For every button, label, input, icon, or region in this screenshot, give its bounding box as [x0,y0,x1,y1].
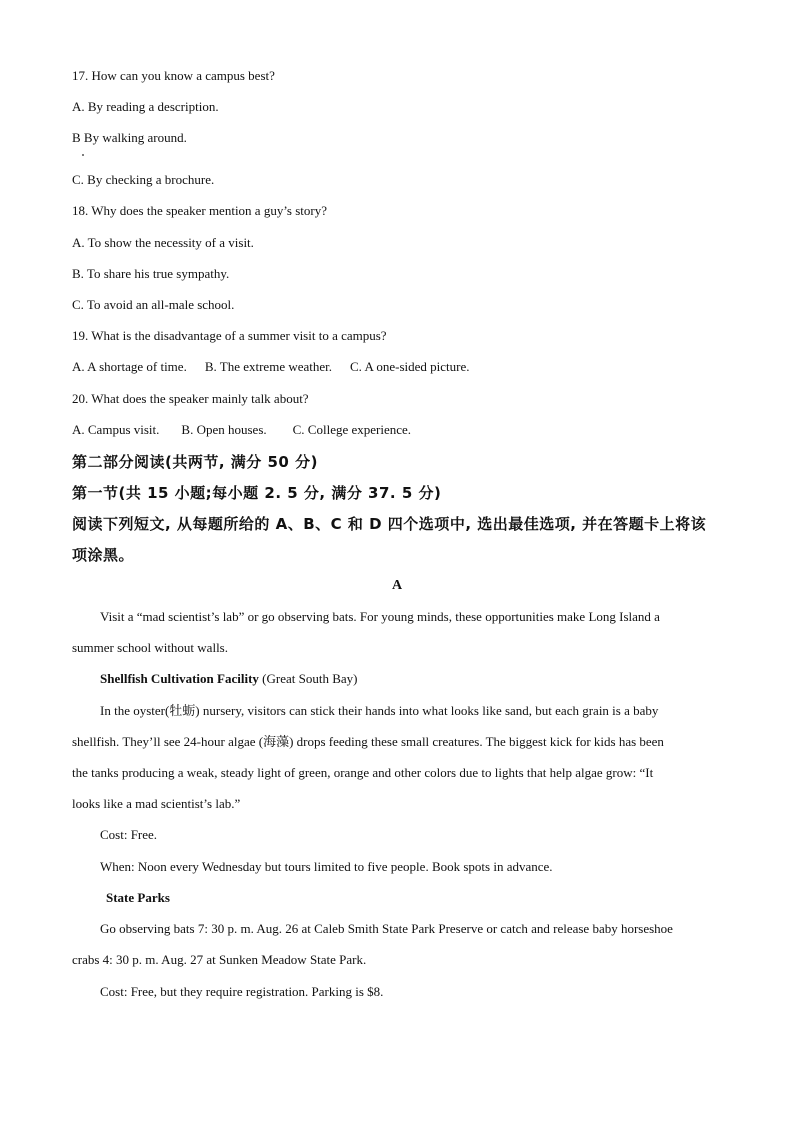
q20-option-c: C. College experience. [292,422,412,437]
stray-dot [82,154,84,156]
passage-intro-line-1: Visit a “mad scientist’s lab” or go observing bats. For young minds, these opportunities make Long Island a [100,609,660,624]
shellfish-when: When: Noon every Wednesday but tours limited to five people. Book spots in advance. [100,859,553,874]
shellfish-paragraph-line-4: looks like a mad scientist’s lab.” [72,796,241,811]
shellfish-heading [100,671,357,687]
parks-paragraph-line-2: crabs 4: 30 p. m. Aug. 27 at Sunken Meadow State Park. [72,952,367,967]
parks-paragraph-line-1: Go observing bats 7: 30 p. m. Aug. 26 at Caleb Smith State Park Preserve or catch and release baby horseshoe [100,921,673,936]
q19-option-c: C. A one-sided picture. [350,359,470,374]
shellfish-location: (Great South Bay) [258,671,358,686]
q19-stem: 19. What is the disadvantage of a summer visit to a campus? [72,328,387,343]
q18-option-c: C. To avoid an all-male school. [72,297,235,312]
passage-intro-line-2: summer school without walls. [72,640,228,655]
q20-option-a: A. Campus visit. [72,422,160,437]
state-parks-title: State Parks [106,890,170,905]
q19-option-b: B. The extreme weather. [204,359,333,374]
q18-option-a: A. To show the necessity of a visit. [72,235,254,250]
q20-options [72,422,411,438]
section-part2-sec1-heading: 第一节(共 15 小题;每小题 2. 5 分, 满分 37. 5 分) [72,484,442,502]
shellfish-title: Shellfish Cultivation Facility [100,671,259,686]
q17-option-b: B By walking around. [72,130,187,145]
q19-option-a: A. A shortage of time. [72,359,187,374]
instruction-line-1: 阅读下列短文, 从每题所给的 A、B、C 和 D 四个选项中, 选出最佳选项, 并在答题卡上将该 [72,515,707,533]
q17-option-a: A. By reading a description. [72,99,219,114]
q20-stem: 20. What does the speaker mainly talk about? [72,391,309,406]
q18-option-b: B. To share his true sympathy. [72,266,230,281]
shellfish-cost: Cost: Free. [100,827,158,842]
q20-option-b: B. Open houses. [181,422,267,437]
instruction-line-2: 项涂黑。 [72,546,135,564]
q19-options [72,359,470,375]
parks-cost: Cost: Free, but they require registration. Parking is $8. [100,984,384,999]
q17-stem: 17. How can you know a campus best? [72,68,275,83]
shellfish-paragraph-line-3: the tanks producing a weak, steady light of green, orange and other colors due to lights that help algae grow: “It [72,765,654,780]
q18-stem: 18. Why does the speaker mention a guy’s story? [72,203,328,218]
q17-option-c: C. By checking a brochure. [72,172,215,187]
section-part2-heading: 第二部分阅读(共两节, 满分 50 分) [72,453,318,471]
shellfish-paragraph-line-1: In the oyster(牡蛎) nursery, visitors can stick their hands into what looks like sand, but each grain is a baby [100,703,659,718]
passage-label: A [391,578,403,593]
shellfish-paragraph-line-2: shellfish. They’ll see 24-hour algae (海藻) drops feeding these small creatures. The biggest kick for kids has been [72,734,664,749]
